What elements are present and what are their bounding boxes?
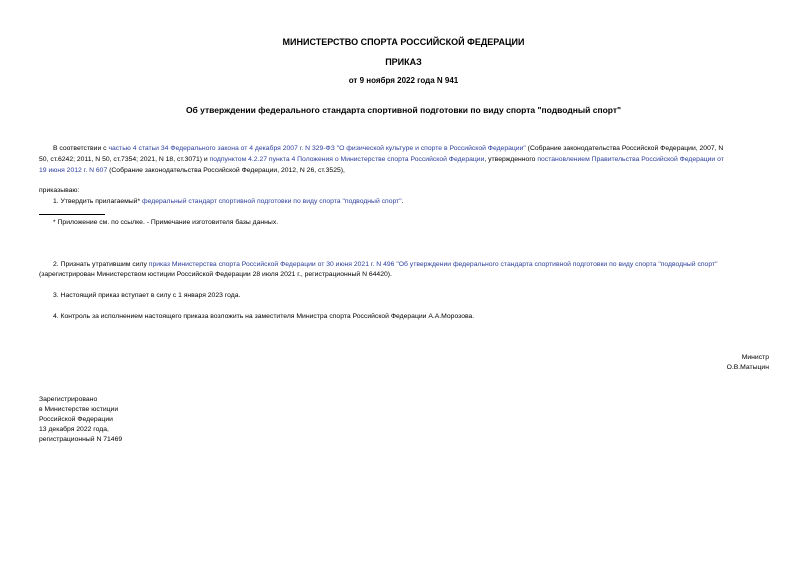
item-1-prefix: 1. Утвердить прилагаемый*: [53, 198, 143, 205]
preamble-intro: В соответствии с: [53, 145, 109, 152]
preamble-line-2: [39, 155, 724, 165]
item-2-prefix: 2. Признать утратившим силу: [53, 261, 149, 268]
doc-type-heading: ПРИКАЗ: [385, 57, 422, 67]
item-2-line-1: [53, 260, 717, 270]
item-3: 3. Настоящий приказ вступает в силу с 1 января 2023 года.: [53, 292, 241, 299]
document-title: Об утверждении федерального стандарта спортивной подготовки по виду спорта "подводный спорт": [185, 105, 622, 115]
preamble-line2-text: 50, ст.6242; 2011, N 50, ст.7354; 2021, N 18, ст.3071) и: [39, 156, 210, 163]
preamble-line-1: [53, 144, 723, 154]
preamble-text-1: (Собрание законодательства Российской Федерации, 2007, N: [525, 145, 724, 152]
registration-block: [39, 395, 122, 445]
registration-line-5: регистрационный N 71469: [39, 436, 123, 443]
item-2-line-2: (зарегистрирован Министерством юстиции Российской Федерации 28 июля 2021 г., регистрационный N 64420).: [39, 271, 392, 278]
footnote: * Приложение см. по ссылке. - Примечание изготовителя базы данных.: [53, 219, 279, 226]
preamble-line-3: [39, 166, 345, 176]
government-decree-link-cont[interactable]: 19 июня 2012 г. N 607: [39, 167, 108, 174]
order-496-link[interactable]: приказ Министерства спорта Российской Федерации от 30 июня 2021 г. N 496: [148, 261, 395, 268]
ministry-regulation-link[interactable]: подпунктом 4.2.27 пункта 4 Положения о Министерстве спорта Российской Федерации: [209, 156, 485, 163]
registration-line-2: в Министерстве юстиции: [39, 406, 119, 413]
preamble-text-2: , утвержденного: [484, 156, 538, 163]
date-number-heading: от 9 ноября 2022 года N 941: [348, 76, 459, 85]
signature-position: Министр: [741, 354, 769, 361]
item-4: 4. Контроль за исполнением настоящего приказа возложить на заместителя Министра спорта Российской Федерации А.А.Морозова.: [53, 313, 475, 320]
footnote-divider: [39, 214, 105, 215]
preamble-text-3: (Собрание законодательства Российской Федерации, 2012, N 26, ст.3525),: [107, 167, 345, 174]
item-1-suffix: .: [401, 198, 404, 205]
ministry-heading: МИНИСТЕРСТВО СПОРТА РОССИЙСКОЙ ФЕДЕРАЦИИ: [282, 37, 525, 47]
signature-name: О.В.Матыцин: [726, 364, 769, 371]
law-329-link[interactable]: частью 4 статьи 34 Федерального закона от 4 декабря 2007 г. N 329-ФЗ "О физической культуре и спорте в Российской Федерации": [108, 145, 526, 152]
registration-line-1: Зарегистрировано: [39, 396, 98, 403]
order-496-title-link[interactable]: "Об утверждении федерального стандарта спортивной подготовки по виду спорта "подводный спорт": [396, 261, 718, 268]
order-word: приказываю:: [39, 187, 80, 194]
federal-standard-link[interactable]: федеральный стандарт спортивной подготовки по виду спорта "подводный спорт": [142, 198, 402, 205]
registration-line-4: 13 декабря 2022 года,: [39, 426, 109, 433]
government-decree-link[interactable]: постановлением Правительства Российской Федерации от: [537, 156, 724, 163]
registration-line-3: Российской Федерации: [39, 416, 113, 423]
item-1: [53, 197, 404, 207]
